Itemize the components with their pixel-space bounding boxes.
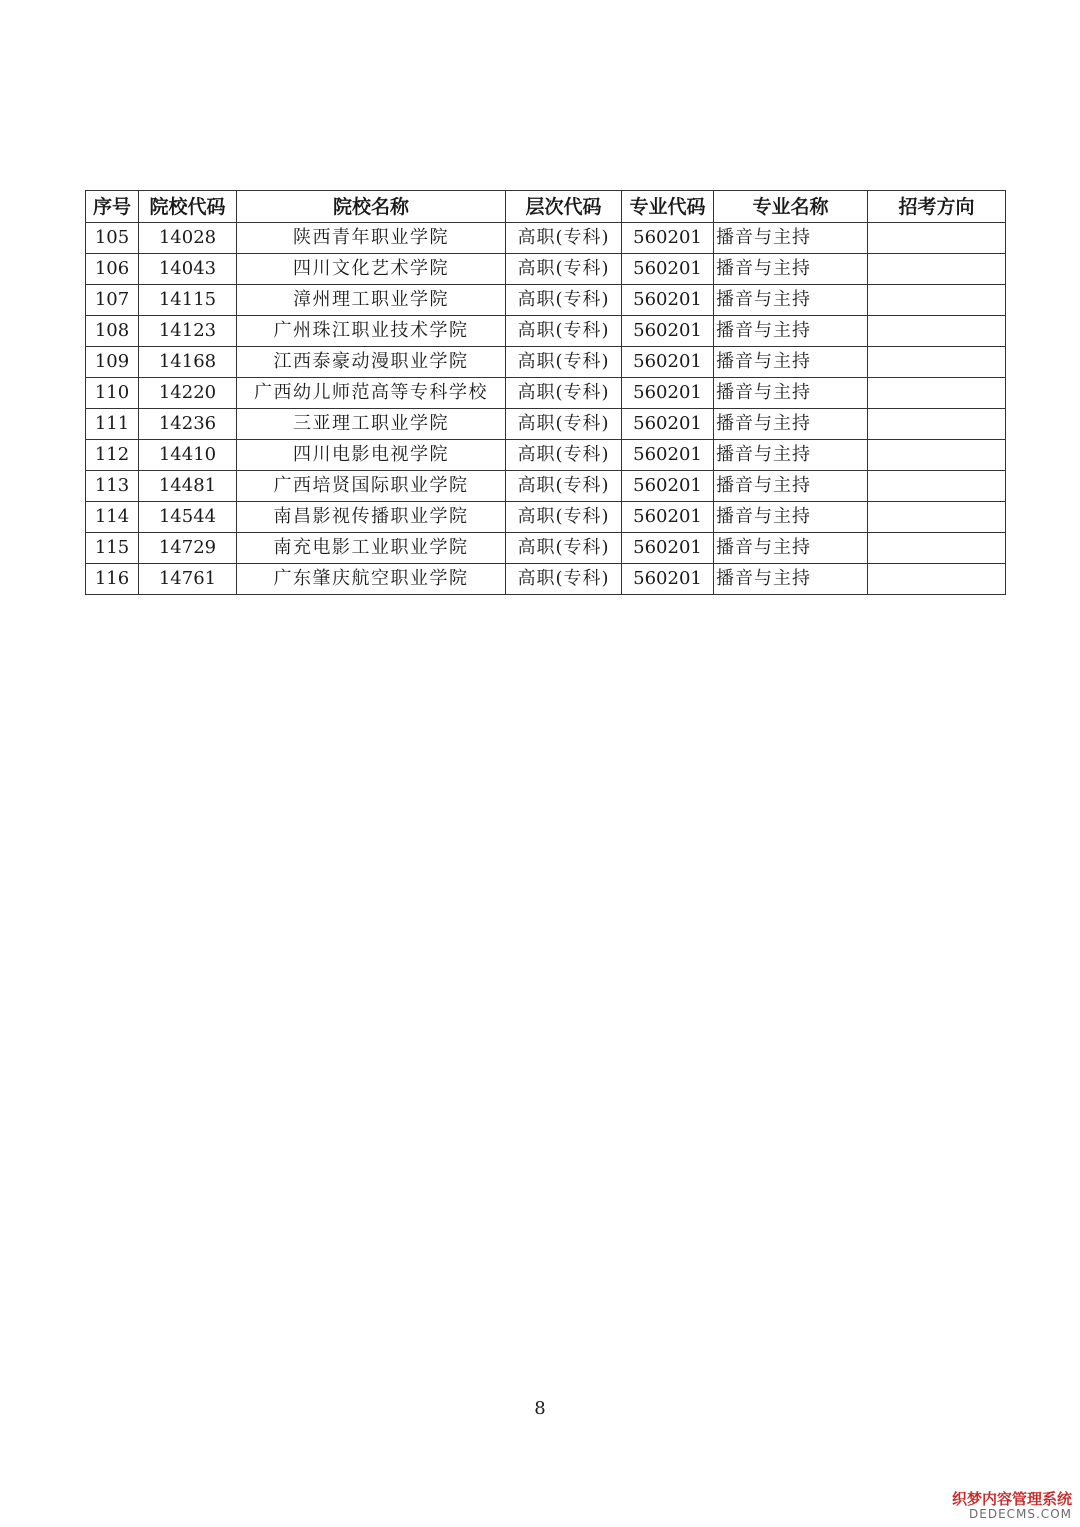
cell-level: 高职(专科): [506, 471, 622, 502]
header-school-code: 院校代码: [139, 191, 237, 223]
cell-index: 106: [86, 254, 139, 285]
table-body: [86, 223, 1006, 595]
cell-index: 109: [86, 347, 139, 378]
watermark-title: 织梦内容管理系统: [951, 1490, 1072, 1509]
header-level-code: 层次代码: [506, 191, 622, 223]
table-row: [86, 471, 1006, 502]
table-row: [86, 347, 1006, 378]
header-major-name: 专业名称: [714, 191, 868, 223]
cell-level: 高职(专科): [506, 254, 622, 285]
cell-major-name: 播音与主持: [714, 285, 868, 316]
watermark-url: DEDECMS.COM: [969, 1506, 1072, 1521]
cell-major-code: 560201: [622, 409, 714, 440]
cell-direction: [868, 502, 1006, 533]
table-row: [86, 409, 1006, 440]
cell-school-name: 广西幼儿师范高等专科学校: [237, 378, 506, 409]
cell-major-code: 560201: [622, 440, 714, 471]
cell-index: 111: [86, 409, 139, 440]
cell-major-name: 播音与主持: [714, 347, 868, 378]
cell-school-code: 14761: [139, 564, 237, 595]
header-school-name: 院校名称: [237, 191, 506, 223]
cell-index: 113: [86, 471, 139, 502]
cell-major-name: 播音与主持: [714, 316, 868, 347]
cell-school-name: 四川文化艺术学院: [237, 254, 506, 285]
table-header-row: [86, 191, 1006, 223]
cell-school-name: 南昌影视传播职业学院: [237, 502, 506, 533]
cell-school-name: 陕西青年职业学院: [237, 223, 506, 254]
cell-major-name: 播音与主持: [714, 471, 868, 502]
cell-major-code: 560201: [622, 564, 714, 595]
cell-index: 114: [86, 502, 139, 533]
cell-index: 107: [86, 285, 139, 316]
cell-level: 高职(专科): [506, 533, 622, 564]
cell-school-code: 14123: [139, 316, 237, 347]
cell-index: 110: [86, 378, 139, 409]
cell-level: 高职(专科): [506, 440, 622, 471]
cell-direction: [868, 471, 1006, 502]
watermark: [952, 1491, 1072, 1521]
cell-direction: [868, 378, 1006, 409]
cell-direction: [868, 409, 1006, 440]
cell-major-name: 播音与主持: [714, 378, 868, 409]
cell-level: 高职(专科): [506, 316, 622, 347]
cell-school-code: 14236: [139, 409, 237, 440]
cell-major-name: 播音与主持: [714, 440, 868, 471]
cell-school-code: 14544: [139, 502, 237, 533]
cell-school-code: 14481: [139, 471, 237, 502]
table-row: [86, 440, 1006, 471]
cell-level: 高职(专科): [506, 223, 622, 254]
table-row: [86, 316, 1006, 347]
table-row: [86, 285, 1006, 316]
cell-major-name: 播音与主持: [714, 533, 868, 564]
cell-direction: [868, 564, 1006, 595]
cell-major-name: 播音与主持: [714, 254, 868, 285]
cell-level: 高职(专科): [506, 564, 622, 595]
cell-major-code: 560201: [622, 378, 714, 409]
cell-school-code: 14043: [139, 254, 237, 285]
cell-major-code: 560201: [622, 254, 714, 285]
cell-major-name: 播音与主持: [714, 223, 868, 254]
cell-direction: [868, 285, 1006, 316]
cell-level: 高职(专科): [506, 347, 622, 378]
cell-major-code: 560201: [622, 502, 714, 533]
cell-school-name: 广东肇庆航空职业学院: [237, 564, 506, 595]
cell-school-name: 漳州理工职业学院: [237, 285, 506, 316]
table-row: [86, 564, 1006, 595]
cell-school-name: 三亚理工职业学院: [237, 409, 506, 440]
cell-major-name: 播音与主持: [714, 502, 868, 533]
schools-table: [85, 190, 1006, 595]
cell-major-code: 560201: [622, 316, 714, 347]
cell-major-code: 560201: [622, 285, 714, 316]
cell-direction: [868, 223, 1006, 254]
cell-level: 高职(专科): [506, 285, 622, 316]
cell-direction: [868, 254, 1006, 285]
cell-index: 116: [86, 564, 139, 595]
page-number: 8: [534, 1398, 546, 1419]
cell-direction: [868, 440, 1006, 471]
cell-major-code: 560201: [622, 533, 714, 564]
cell-level: 高职(专科): [506, 409, 622, 440]
cell-index: 115: [86, 533, 139, 564]
cell-school-name: 广西培贤国际职业学院: [237, 471, 506, 502]
cell-direction: [868, 347, 1006, 378]
cell-index: 112: [86, 440, 139, 471]
cell-direction: [868, 533, 1006, 564]
cell-school-code: 14729: [139, 533, 237, 564]
header-direction: 招考方向: [868, 191, 1006, 223]
cell-major-name: 播音与主持: [714, 564, 868, 595]
cell-school-name: 江西泰豪动漫职业学院: [237, 347, 506, 378]
table-row: [86, 533, 1006, 564]
cell-school-code: 14028: [139, 223, 237, 254]
cell-school-name: 南充电影工业职业学院: [237, 533, 506, 564]
cell-school-code: 14220: [139, 378, 237, 409]
table-row: [86, 223, 1006, 254]
cell-major-code: 560201: [622, 471, 714, 502]
table-row: [86, 378, 1006, 409]
cell-level: 高职(专科): [506, 502, 622, 533]
cell-school-name: 四川电影电视学院: [237, 440, 506, 471]
cell-index: 108: [86, 316, 139, 347]
cell-major-name: 播音与主持: [714, 409, 868, 440]
cell-major-code: 560201: [622, 347, 714, 378]
cell-direction: [868, 316, 1006, 347]
header-major-code: 专业代码: [622, 191, 714, 223]
cell-school-code: 14410: [139, 440, 237, 471]
cell-level: 高职(专科): [506, 378, 622, 409]
cell-major-code: 560201: [622, 223, 714, 254]
table-row: [86, 502, 1006, 533]
cell-school-code: 14168: [139, 347, 237, 378]
cell-school-name: 广州珠江职业技术学院: [237, 316, 506, 347]
cell-school-code: 14115: [139, 285, 237, 316]
cell-index: 105: [86, 223, 139, 254]
table-row: [86, 254, 1006, 285]
header-index: 序号: [86, 191, 139, 223]
